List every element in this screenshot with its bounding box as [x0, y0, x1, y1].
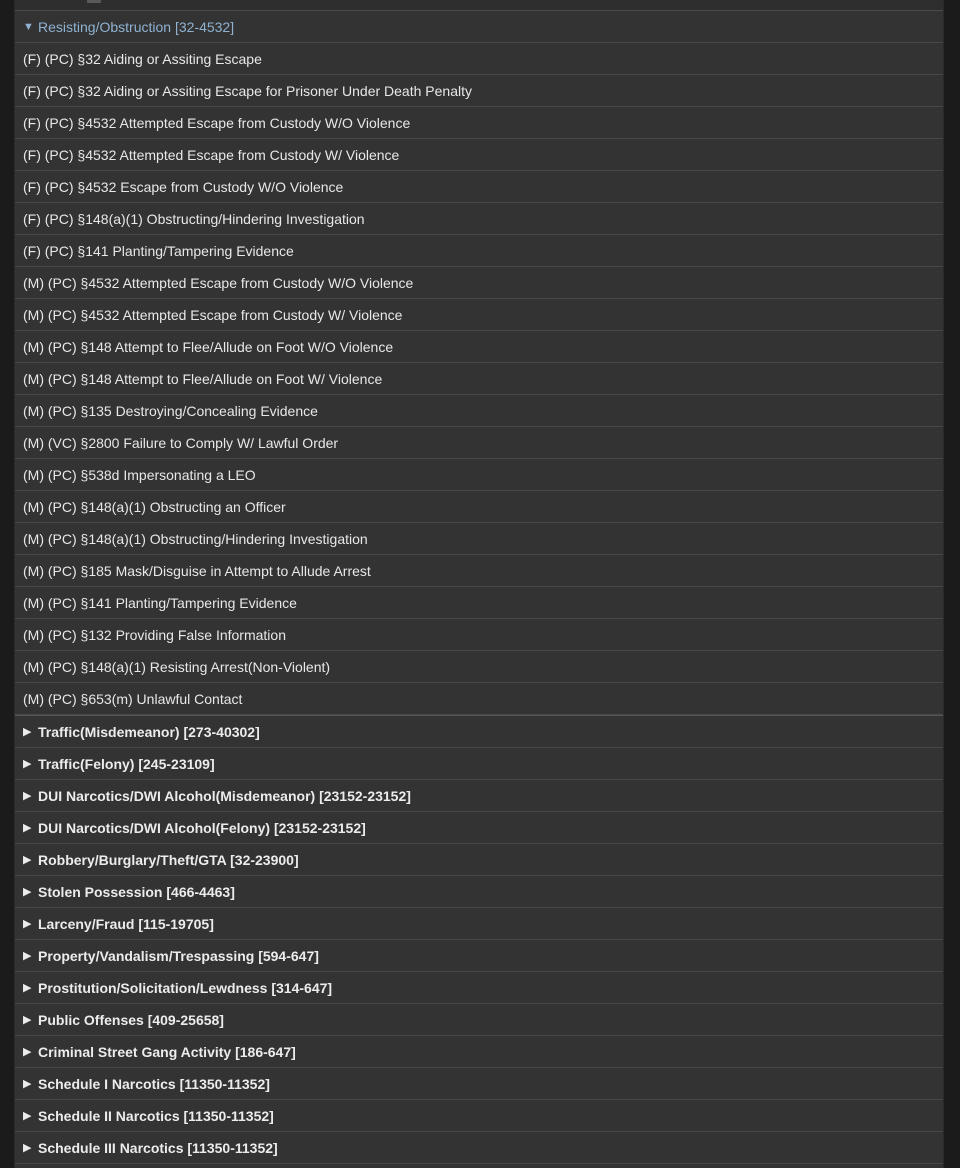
charge-item[interactable]: (M) (PC) §132 Providing False Information: [15, 619, 943, 651]
caret-right-icon: ▶: [23, 950, 32, 962]
caret-right-icon: ▶: [23, 1078, 32, 1090]
charge-item[interactable]: (F) (PC) §4532 Attempted Escape from Custody W/O Violence: [15, 107, 943, 139]
caret-right-icon: ▶: [23, 726, 32, 738]
caret-right-icon: ▶: [23, 886, 32, 898]
section-header-collapsed[interactable]: [15, 748, 943, 780]
charge-item[interactable]: (M) (PC) §141 Planting/Tampering Evidence: [15, 587, 943, 619]
charge-item[interactable]: (M) (PC) §148 Attempt to Flee/Allude on Foot W/ Violence: [15, 363, 943, 395]
charge-item[interactable]: (M) (PC) §185 Mask/Disguise in Attempt to Allude Arrest: [15, 555, 943, 587]
section-header-collapsed[interactable]: [15, 876, 943, 908]
charge-item[interactable]: (M) (PC) §148(a)(1) Resisting Arrest(Non-Violent): [15, 651, 943, 683]
caret-right-icon: ▶: [23, 918, 32, 930]
caret-right-icon: ▶: [23, 1014, 32, 1026]
charge-item[interactable]: (M) (PC) §148(a)(1) Obstructing an Officer: [15, 491, 943, 523]
section-header-label: Robbery/Burglary/Theft/GTA [32-23900]: [38, 851, 299, 868]
caret-right-icon: ▶: [23, 1110, 32, 1122]
section-header-collapsed[interactable]: [15, 1004, 943, 1036]
section-header-label: Public Offenses [409-25658]: [38, 1011, 224, 1028]
section-header-label: Resisting/Obstruction [32-4532]: [38, 18, 235, 35]
charge-item[interactable]: (F) (PC) §32 Aiding or Assiting Escape for Prisoner Under Death Penalty: [15, 75, 943, 107]
charge-item[interactable]: (F) (PC) §32 Aiding or Assiting Escape: [15, 43, 943, 75]
section-header-label: Schedule I Narcotics [11350-11352]: [38, 1075, 270, 1092]
section-header-collapsed[interactable]: [15, 1068, 943, 1100]
charges-list-panel: [14, 0, 944, 1168]
previous-section-edge: [15, 0, 943, 11]
charge-item[interactable]: (M) (PC) §653(m) Unlawful Contact: [15, 683, 943, 715]
section-header-label: Criminal Street Gang Activity [186-647]: [38, 1043, 296, 1060]
section-header-label: Stolen Possession [466-4463]: [38, 883, 235, 900]
section-header-collapsed[interactable]: [15, 780, 943, 812]
caret-right-icon: ▶: [23, 1046, 32, 1058]
section-header-collapsed[interactable]: [15, 844, 943, 876]
clipped-text-fragment: [87, 0, 101, 3]
charge-item[interactable]: (F) (PC) §4532 Attempted Escape from Custody W/ Violence: [15, 139, 943, 171]
section-header-collapsed[interactable]: [15, 1100, 943, 1132]
section-header-label: Traffic(Misdemeanor) [273-40302]: [38, 723, 260, 740]
section-header-collapsed[interactable]: [15, 940, 943, 972]
caret-right-icon: ▶: [23, 790, 32, 802]
caret-right-icon: ▶: [23, 854, 32, 866]
section-header-label: Traffic(Felony) [245-23109]: [38, 755, 215, 772]
section-header-resisting-obstruction[interactable]: [15, 11, 943, 43]
charge-item[interactable]: (M) (PC) §148 Attempt to Flee/Allude on Foot W/O Violence: [15, 331, 943, 363]
charge-item[interactable]: (F) (PC) §141 Planting/Tampering Evidence: [15, 235, 943, 267]
caret-right-icon: ▶: [23, 1142, 32, 1154]
charge-item[interactable]: (F) (PC) §4532 Escape from Custody W/O Violence: [15, 171, 943, 203]
section-header-collapsed[interactable]: [15, 972, 943, 1004]
section-header-label: Property/Vandalism/Trespassing [594-647]: [38, 947, 319, 964]
section-header-label: DUI Narcotics/DWI Alcohol(Felony) [23152-23152]: [38, 819, 366, 836]
section-header-collapsed[interactable]: [15, 908, 943, 940]
section-header-collapsed[interactable]: [15, 812, 943, 844]
caret-right-icon: ▶: [23, 982, 32, 994]
charge-item[interactable]: (M) (PC) §538d Impersonating a LEO: [15, 459, 943, 491]
section-header-label: Schedule II Narcotics [11350-11352]: [38, 1107, 274, 1124]
section-header-collapsed[interactable]: [15, 716, 943, 748]
section-header-collapsed[interactable]: [15, 1036, 943, 1068]
caret-down-icon: ▼: [23, 20, 34, 33]
section-header-label: DUI Narcotics/DWI Alcohol(Misdemeanor) [23152-23152]: [38, 787, 411, 804]
section-header-label: Larceny/Fraud [115-19705]: [38, 915, 214, 932]
charge-item[interactable]: (M) (PC) §148(a)(1) Obstructing/Hindering Investigation: [15, 523, 943, 555]
charge-item[interactable]: (F) (PC) §148(a)(1) Obstructing/Hindering Investigation: [15, 203, 943, 235]
section-header-collapsed[interactable]: [15, 1132, 943, 1164]
charge-item[interactable]: (M) (PC) §135 Destroying/Concealing Evidence: [15, 395, 943, 427]
collapsed-sections-list: [15, 716, 943, 1164]
charge-item[interactable]: (M) (PC) §4532 Attempted Escape from Custody W/O Violence: [15, 267, 943, 299]
caret-right-icon: ▶: [23, 822, 32, 834]
section-header-label: Prostitution/Solicitation/Lewdness [314-647]: [38, 979, 333, 996]
caret-right-icon: ▶: [23, 758, 32, 770]
charge-item[interactable]: (M) (PC) §4532 Attempted Escape from Custody W/ Violence: [15, 299, 943, 331]
charge-item[interactable]: (M) (VC) §2800 Failure to Comply W/ Lawful Order: [15, 427, 943, 459]
section-header-label: Schedule III Narcotics [11350-11352]: [38, 1139, 278, 1156]
charge-items-list: [15, 43, 943, 716]
